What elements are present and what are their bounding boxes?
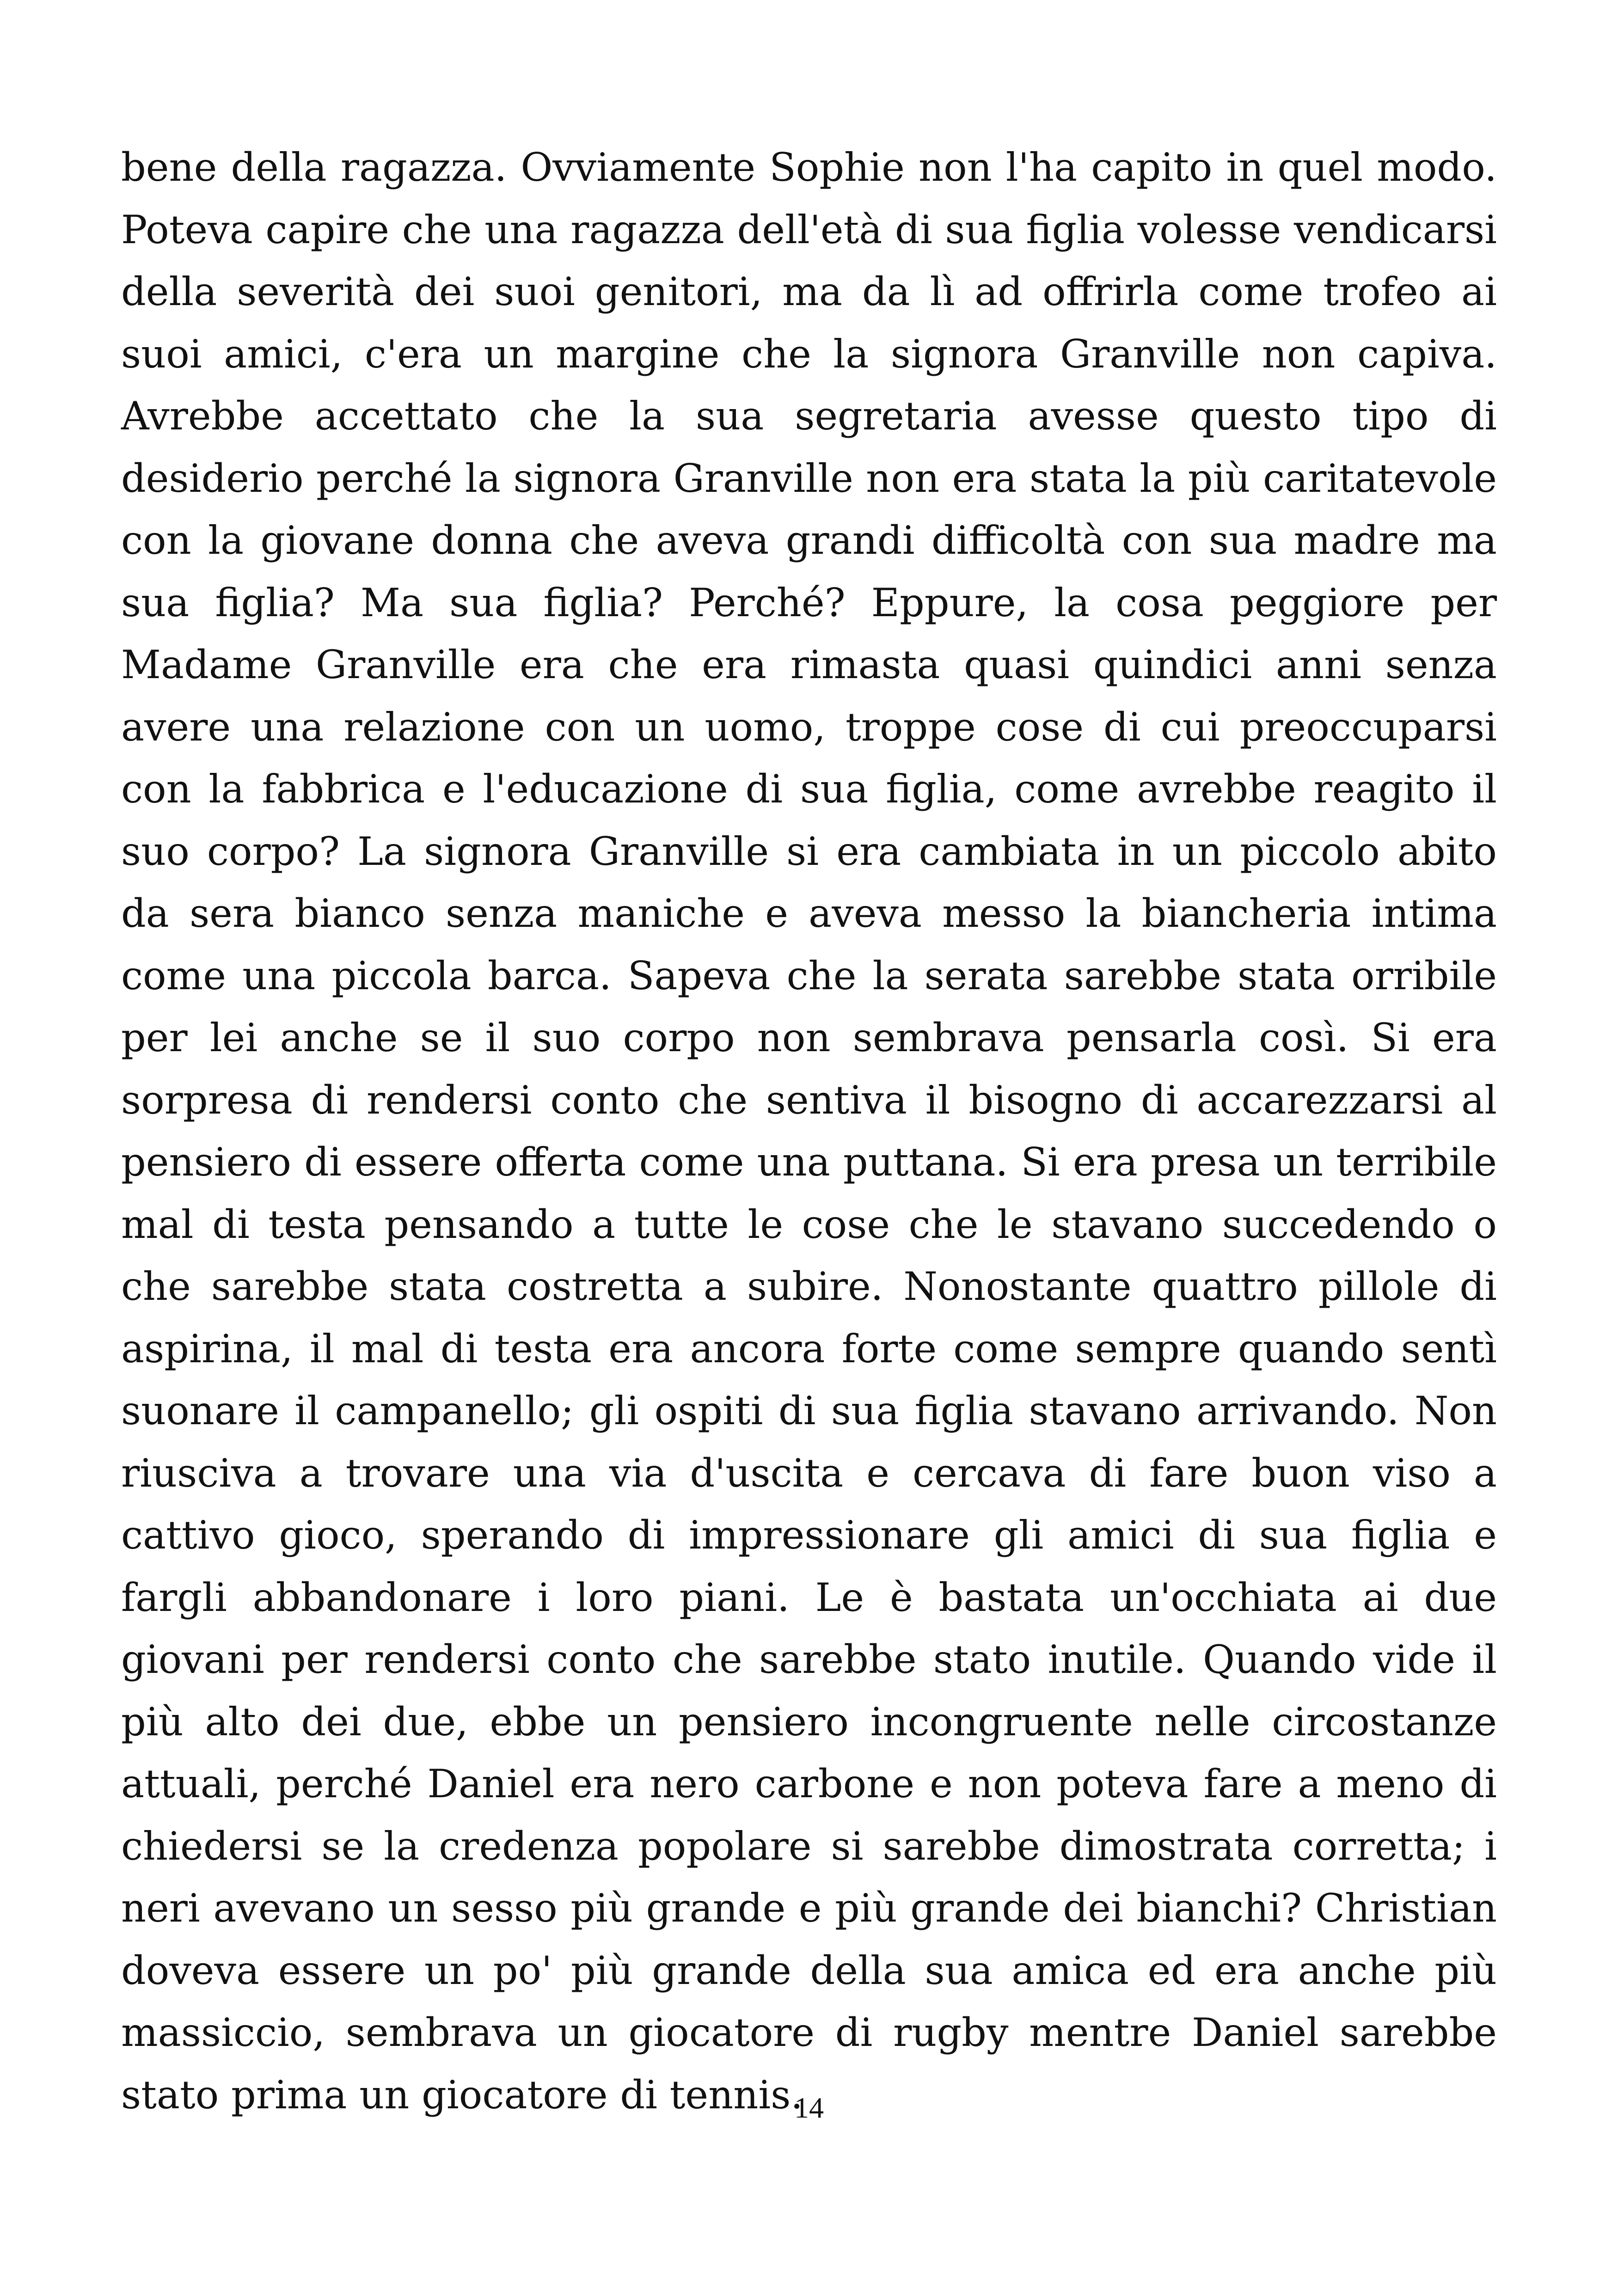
body-paragraph: bene della ragazza. Ovviamente Sophie non l'ha capito in quel modo. Poteva capire che una ragazza dell'età di sua figlia volesse vendicarsi della severità dei suoi genitori, ma da lì ad offrirla come trofeo ai suoi amici, c'era un margine che la signora Granville non capiva. Avrebbe accettato che la sua segretaria avesse questo tipo di desiderio perché la signora Granville non era stata la più caritatevole con la giovane donna che aveva grandi difficoltà con sua madre ma sua figlia? Ma sua figlia? Perché? Eppure, la cosa peggiore per Madame Granville era che era rimasta quasi quindici anni senza avere una relazione con un uomo, troppe cose di cui preoccuparsi con la fabbrica e l'educazione di sua figlia, come avrebbe reagito il suo corpo? La signora Granville si era cambiata in un piccolo abito da sera bianco senza maniche e aveva messo la biancheria intima come una piccola barca. Sapeva che la serata sarebbe stata orribile per lei anche se il suo corpo non sembrava pensarla così. Si era sorpresa di rendersi conto che sentiva il bisogno di accarezzarsi al pensiero di essere offerta come una puttana. Si era presa un terribile mal di testa pensando a tutte le cose che le stavano succedendo o che sarebbe stata costretta a subire. Nonostante quattro pillole di aspirina, il mal di testa era ancora forte come sempre quando sentì suonare il campanello; gli ospiti di sua figlia stavano arrivando. Non riusciva a trovare una via d'uscita e cercava di fare buon viso a cattivo gioco, sperando di impressionare gli amici di sua figlia e fargli abbandonare i loro piani. Le è bastata un'occhiata ai due giovani per rendersi conto che sarebbe stato inutile. Quando vide il più alto dei due, ebbe un pensiero incongruente nelle circostanze attuali, perché Daniel era nero carbone e non poteva fare a meno di chiedersi se la credenza popolare si sarebbe dimostrata corretta; i neri avevano un sesso più grande e più grande dei bianchi? Christian doveva essere un po' più grande della sua amica ed era anche più massiccio, sembrava un giocatore di rugby mentre Daniel sarebbe stato prima un giocatore di tennis.	[121, 145, 1497, 2118]
page-number: 14	[794, 2091, 824, 2124]
